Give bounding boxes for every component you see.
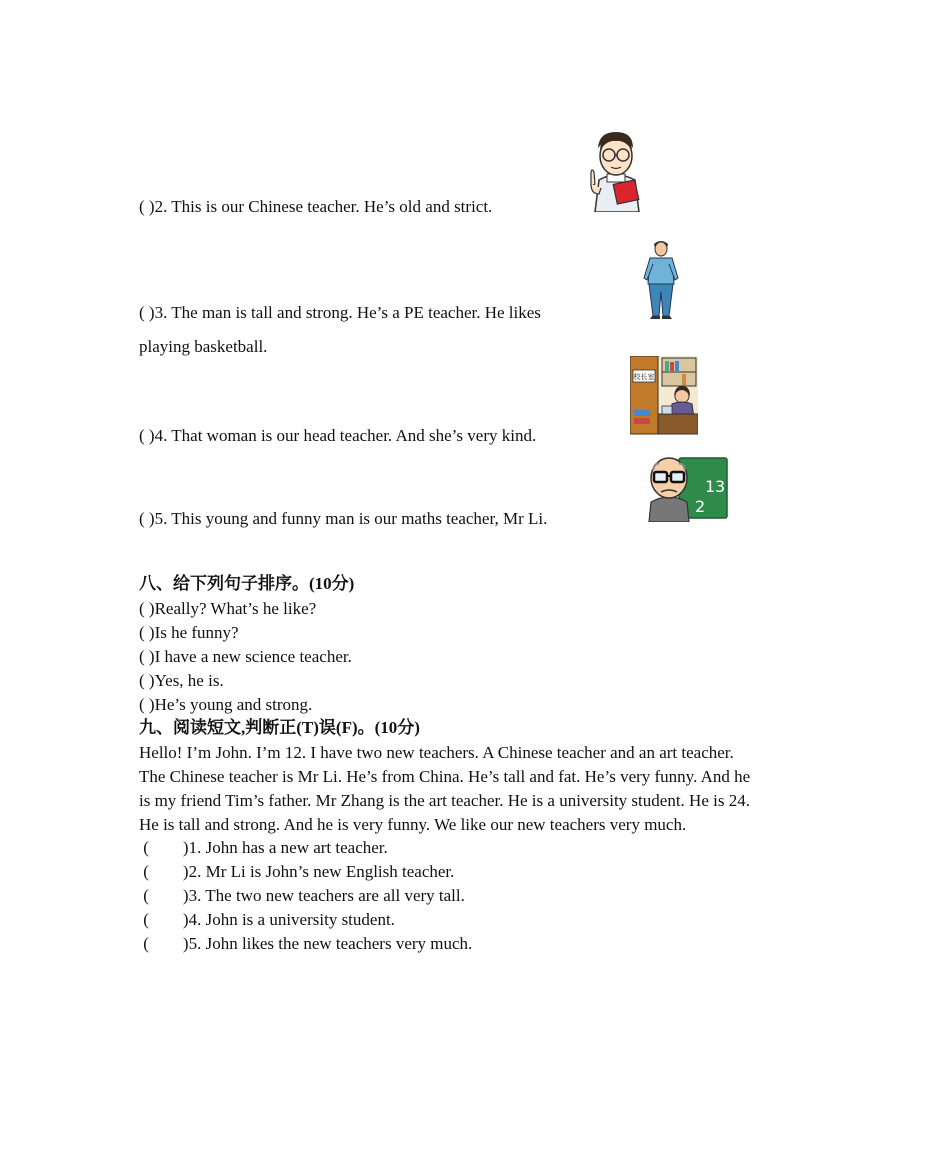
passage-line: The Chinese teacher is Mr Li. He’s from China. He’s tall and fat. He’s very funny. And he — [139, 767, 751, 786]
board-number-1: 1 — [705, 477, 716, 496]
board-number-2: 2 — [695, 497, 706, 516]
section8-item: ( )Is he funny? — [139, 623, 239, 642]
section8-item: ( )Yes, he is. — [139, 671, 224, 690]
section9-passage — [139, 741, 819, 837]
section9-item: ( )3. The two new teachers are all very tall. — [139, 886, 465, 905]
section9-item: ( )4. John is a university student. — [139, 910, 395, 929]
maths-teacher-illustration — [645, 450, 729, 522]
office-sign-text: 校长室 — [633, 373, 655, 381]
passage-line: is my friend Tim’s father. Mr Zhang is the art teacher. He is a university student. He is 24. — [139, 791, 750, 810]
section8-item: ( )I have a new science teacher. — [139, 647, 352, 666]
section8-heading: 八、给下列句子排序。(10分) — [139, 574, 355, 593]
board-number-3: 3 — [715, 477, 726, 496]
pe-teacher-illustration — [638, 238, 684, 320]
section9-heading: 九、阅读短文,判断正(T)误(F)。(10分) — [139, 718, 420, 737]
passage-line: He is tall and strong. And he is very funny. We like our new teachers very much. — [139, 815, 687, 834]
section8-item: ( )Really? What’s he like? — [139, 599, 317, 618]
teacher-with-book-illustration — [585, 128, 647, 212]
part7-item-4: ( )4. That woman is our head teacher. And she’s very kind. — [139, 426, 537, 445]
section9-item: ( )2. Mr Li is John’s new English teacher. — [139, 862, 455, 881]
section9-item: ( )5. John likes the new teachers very much. — [139, 934, 473, 953]
part7-item-2: ( )2. This is our Chinese teacher. He’s old and strict. — [139, 197, 493, 216]
part7-item-3-continued: playing basketball. — [139, 337, 268, 356]
head-teacher-office-illustration — [630, 356, 698, 436]
part7-item-3: ( )3. The man is tall and strong. He’s a PE teacher. He likes — [139, 303, 541, 322]
passage-line: Hello! I’m John. I’m 12. I have two new teachers. A Chinese teacher and an art teacher. — [139, 743, 734, 762]
part7-item-5: ( )5. This young and funny man is our maths teacher, Mr Li. — [139, 509, 548, 528]
section9-item: ( )1. John has a new art teacher. — [139, 838, 388, 857]
section8-item: ( )He’s young and strong. — [139, 695, 313, 714]
